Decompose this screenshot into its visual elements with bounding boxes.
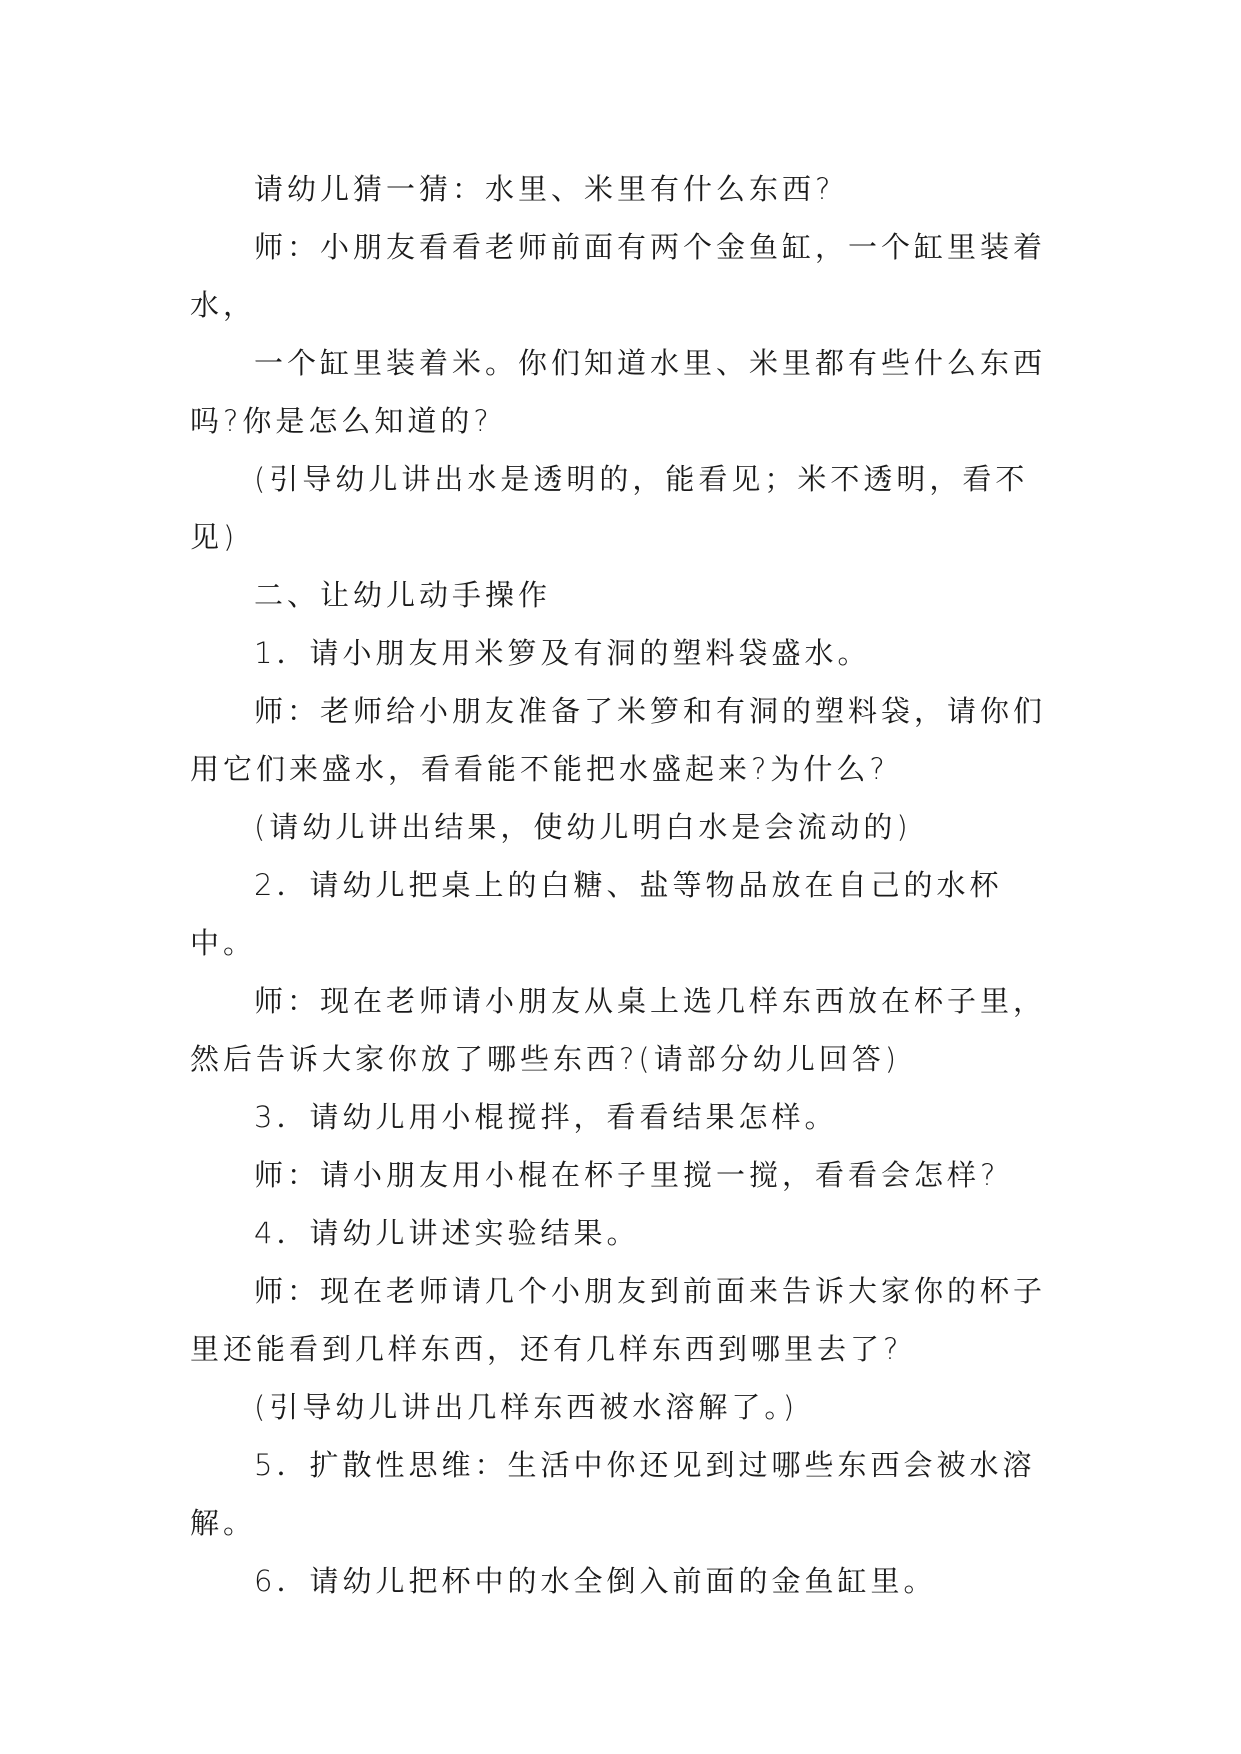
step-2: 2．请幼儿把桌上的白糖、盐等物品放在自己的水杯中。 <box>190 868 1003 960</box>
step-6: 6．请幼儿把杯中的水全倒入前面的金鱼缸里。 <box>254 1564 937 1598</box>
document-body <box>190 160 1060 1610</box>
paragraph-rice-tank-question: 一个缸里装着米。你们知道水里、米里都有些什么东西吗?你是怎么知道的? <box>190 346 1047 438</box>
step-5: 5．扩散性思维：生活中你还见到过哪些东西会被水溶解。 <box>190 1448 1036 1540</box>
paragraph-guide-dissolved: (引导幼儿讲出几样东西被水溶解了。) <box>254 1390 799 1424</box>
paragraph-guide-transparent: (引导幼儿讲出水是透明的，能看见；米不透明，看不见) <box>190 462 1029 554</box>
section-heading-hands-on: 二、让幼儿动手操作 <box>254 578 552 612</box>
paragraph-teacher-sieve-bag: 师：老师给小朋友准备了米箩和有洞的塑料袋，请你们用它们来盛水，看看能不能把水盛起来?为什么? <box>190 694 1047 786</box>
paragraph-teacher-stir: 师：请小朋友用小棍在杯子里搅一搅，看看会怎样? <box>254 1158 1000 1192</box>
paragraph-teacher-report: 师：现在老师请几个小朋友到前面来告诉大家你的杯子里还能看到几样东西，还有几样东西到哪里去了? <box>190 1274 1047 1366</box>
paragraph-guess-question: 请幼儿猜一猜：水里、米里有什么东西? <box>254 172 835 206</box>
step-3: 3．请幼儿用小棍搅拌，看看结果怎样。 <box>254 1100 838 1134</box>
step-4: 4．请幼儿讲述实验结果。 <box>254 1216 640 1250</box>
paragraph-teacher-choose-items: 师：现在老师请小朋友从桌上选几样东西放在杯子里，然后告诉大家你放了哪些东西?(请部分幼儿回答) <box>190 984 1047 1076</box>
step-1: 1．请小朋友用米箩及有洞的塑料袋盛水。 <box>254 636 871 670</box>
paragraph-water-flows: (请幼儿讲出结果，使幼儿明白水是会流动的) <box>254 810 912 844</box>
paragraph-teacher-two-tanks: 师：小朋友看看老师前面有两个金鱼缸，一个缸里装着水， <box>190 230 1047 322</box>
